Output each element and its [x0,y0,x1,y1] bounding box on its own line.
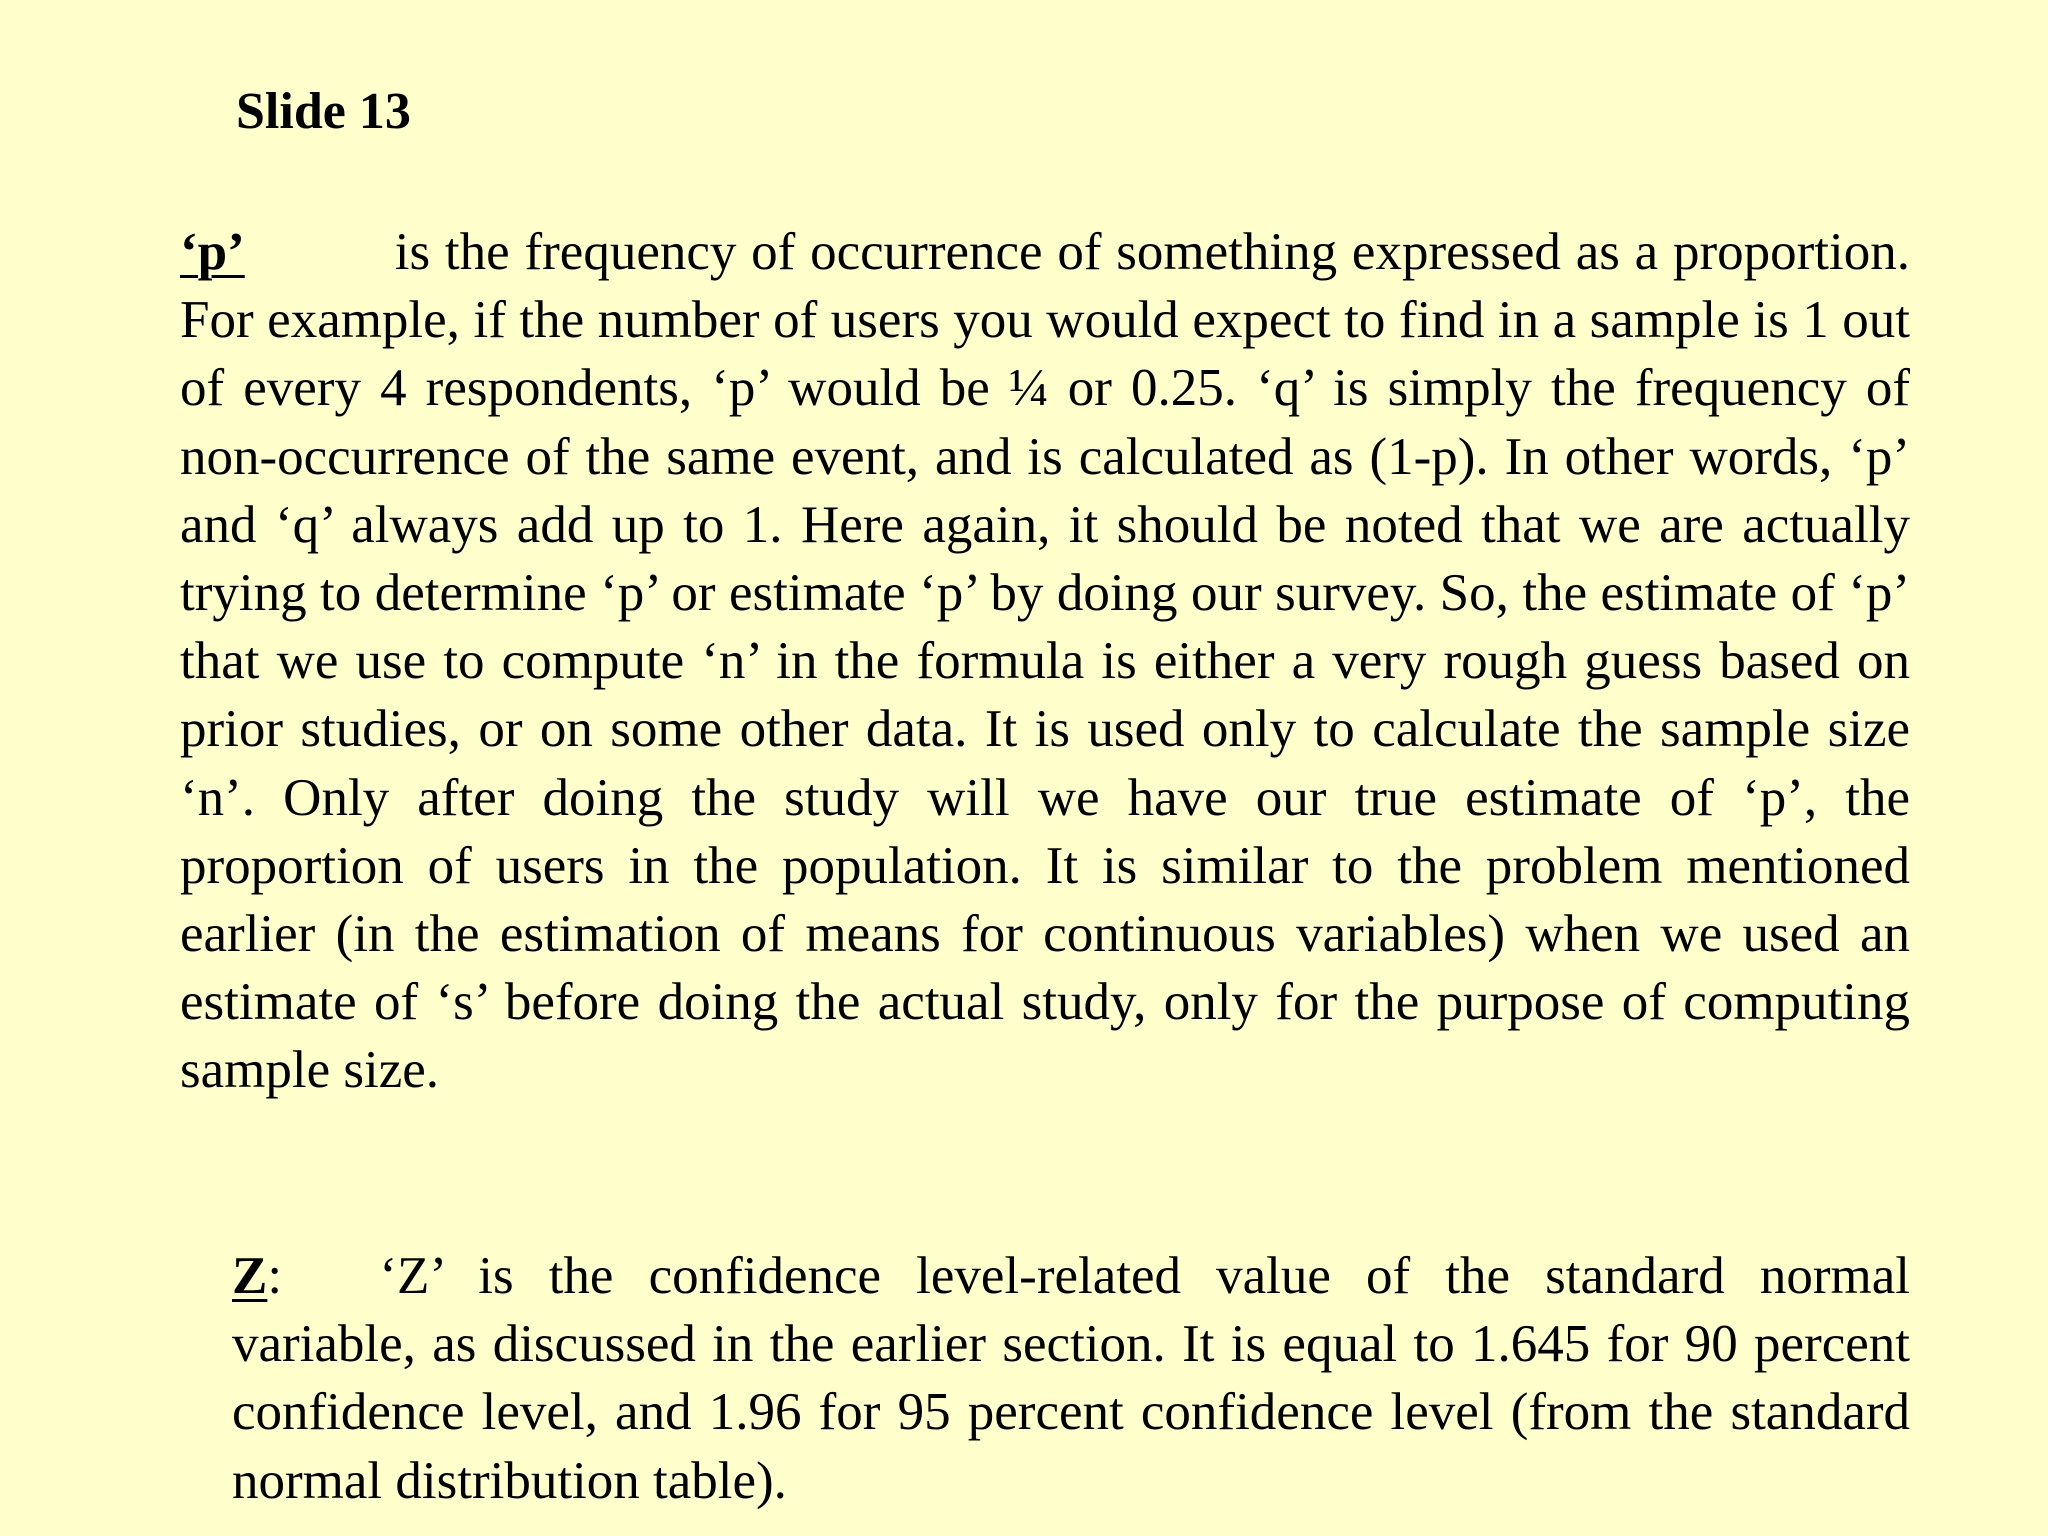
definition-p-text: is the frequency of occurrence of something expressed as a proportion. For example, if the number of users you would expect to find in a sample is 1 out of every 4 respondents, ‘p’ would be ¼ or 0.25. ‘q’ is simply the frequency of non-occurrence of the same event, and is calculated as (1-p). In other words, ‘p’ and ‘q’ always add up to 1. Here again, it should be noted that we are actually trying to determine ‘p’ or estimate ‘p’ by doing our survey. So, the estimate of ‘p’ that we use to compute ‘n’ in the formula is either a very rough guess based on prior studies, or on some other data. It is used only to calculate the sample size ‘n’. Only after doing the study will we have our true estimate of ‘p’, the proportion of users in the population. It is similar to the problem mentioned earlier (in the estimation of means for continuous variables) when we used an estimate of ‘s’ before doing the actual study, only for the purpose of computing sample size. [180,223,1910,1100]
definition-p-term: ‘p’ [180,223,245,281]
definition-z-term: Z [232,1247,268,1305]
definition-z-paragraph [232,1242,1910,1515]
definition-p-paragraph [180,218,1910,1105]
definition-z-text: ‘Z’ is the confidence level-related value of the standard normal variable, as discussed in the earlier section. It is equal to 1.645 for 90 percent confidence level, and 1.96 for 95 percent confidence level (from the standard normal distribution table). [232,1247,1910,1510]
slide-title: Slide 13 [236,83,411,140]
definition-z-separator: : [267,1247,283,1305]
